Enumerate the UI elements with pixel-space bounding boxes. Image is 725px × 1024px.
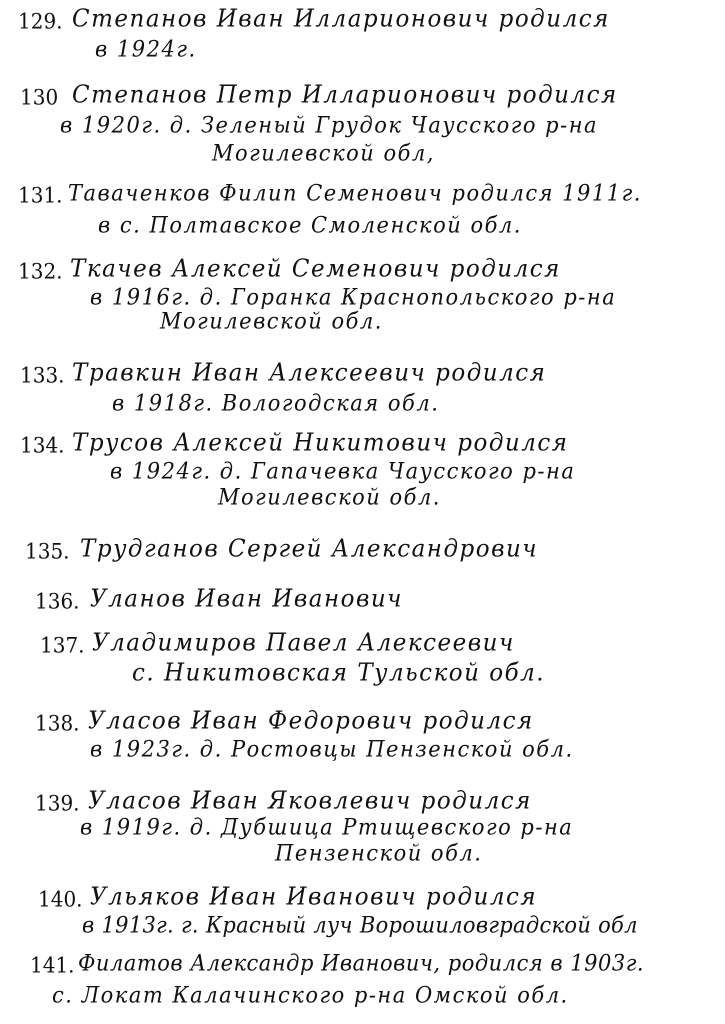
- entry-line: в с. Полтавское Смоленской обл.: [98, 212, 522, 238]
- entry-number: 141.: [30, 952, 75, 978]
- entry-line: в 1919г. д. Дубшица Ртищевского р-на: [80, 814, 574, 840]
- entry-line: Пензенской обл.: [275, 840, 483, 866]
- entry-line: в 1916г. д. Горанка Краснопольского р-на: [90, 284, 617, 310]
- entry-number: 136.: [35, 588, 80, 614]
- entry-line: Степанов Иван Илларионович родился: [72, 5, 610, 33]
- entry-line: с. Локат Калачинского р-на Омской обл.: [52, 982, 569, 1008]
- entry-line: Уланов Иван Иванович: [90, 585, 403, 613]
- entry-line: с. Никитовская Тульской обл.: [132, 659, 546, 687]
- entry-line: Могилевской обл,: [212, 140, 435, 166]
- entry-line: в 1924г.: [95, 36, 197, 62]
- entry-line: Степанов Петр Илларионович родился: [72, 81, 618, 109]
- entry-line: Трусов Алексей Никитович родился: [72, 429, 569, 457]
- entry-number: 135.: [25, 538, 70, 564]
- entry-line: Уладимиров Павел Алексеевич: [92, 629, 515, 657]
- entry-line: в 1918г. Вологодская обл.: [112, 390, 440, 416]
- entry-line: в 1923г. д. Ростовцы Пензенской обл.: [90, 736, 574, 762]
- entry-number: 137.: [40, 632, 85, 658]
- entry-line: Ульяков Иван Иванович родился: [90, 883, 538, 911]
- entry-number: 139.: [35, 790, 80, 816]
- entry-line: Трудганов Сергей Александрович: [80, 535, 539, 563]
- entry-number: 130: [20, 84, 59, 110]
- entry-line: Таваченков Филип Семенович родился 1911г.: [68, 180, 642, 206]
- entry-number: 140.: [38, 886, 83, 912]
- entry-line: Травкин Иван Алексеевич родился: [72, 359, 547, 387]
- entry-line: Могилевской обл.: [160, 308, 383, 334]
- entry-line: в 1913г. г. Красный луч Ворошиловградской обл: [82, 912, 638, 938]
- entry-line: Ткачев Алексей Семенович родился: [70, 255, 561, 283]
- entry-line: в 1924г. д. Гапачевка Чаусского р-на: [110, 458, 576, 484]
- entry-number: 134.: [20, 432, 65, 458]
- entry-line: Уласов Иван Федорович родился: [88, 707, 534, 735]
- entry-line: Филатов Александр Иванович, родился в 1903г.: [78, 950, 645, 976]
- entry-line: Могилевской обл.: [218, 484, 441, 510]
- entry-line: в 1920г. д. Зеленый Грудок Чаусского р-на: [60, 112, 599, 138]
- entry-number: 132.: [18, 258, 63, 284]
- entry-number: 131.: [18, 182, 63, 208]
- entry-number: 138.: [35, 710, 80, 736]
- entry-line: Уласов Иван Яковлевич родился: [88, 787, 532, 815]
- entry-number: 133.: [20, 362, 65, 388]
- entry-number: 129.: [18, 8, 63, 34]
